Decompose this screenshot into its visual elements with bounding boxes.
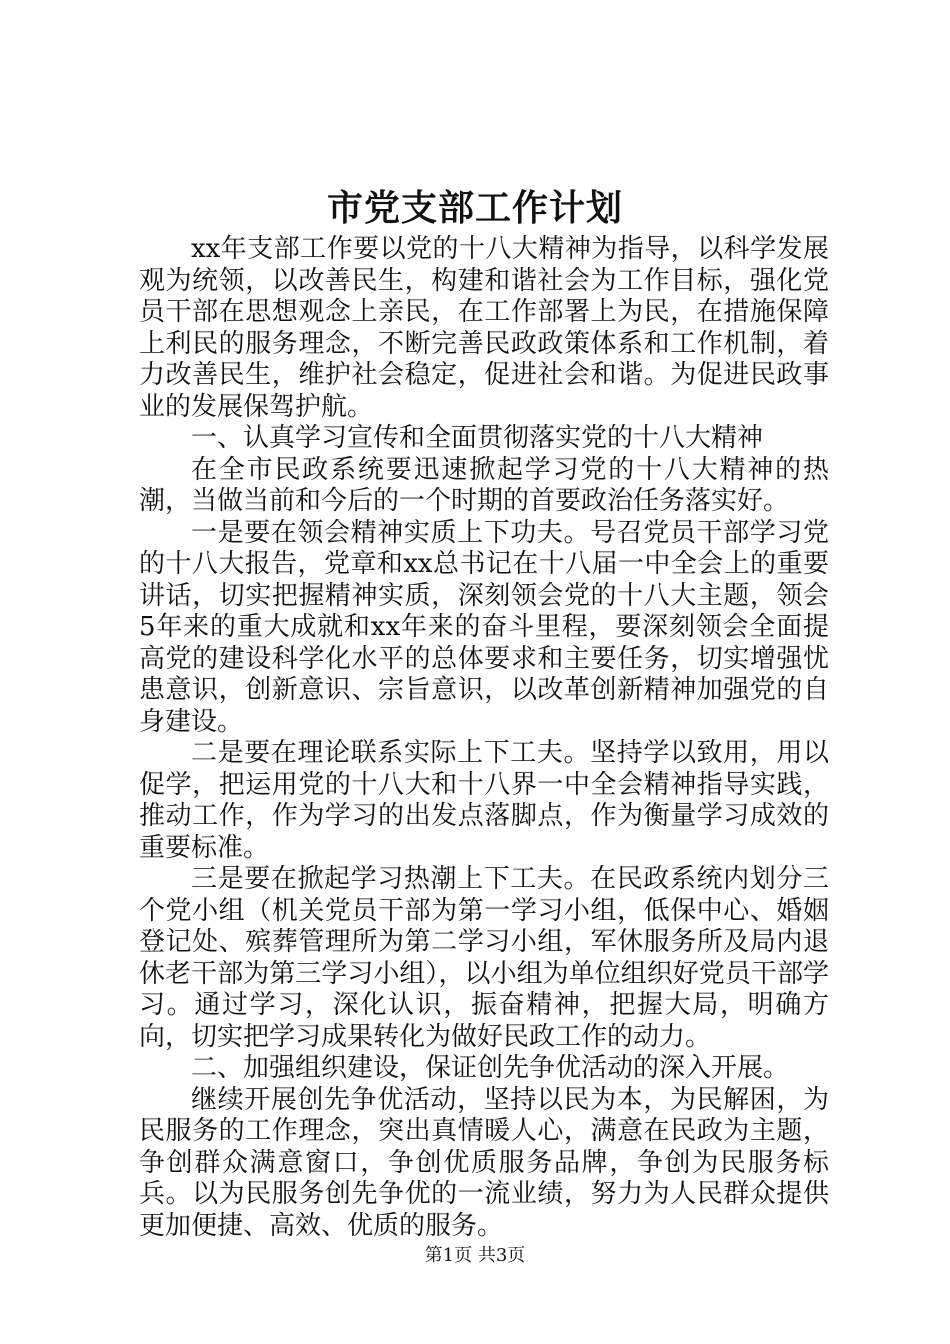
section-heading-1: 一、认真学习宣传和全面贯彻落实党的十八大精神 [191,423,764,453]
paragraph: 在全市民政系统要迅速掀起学习党的十八大精神的热潮，当做当前和今后的一个时期的首要政治任务落实好。 [139,454,829,516]
document-body [139,234,829,1242]
paragraph: 继续开展创先争优活动，坚持以民为本，为民解困，为民服务的工作理念，突出真情暖人心，满意在民政为主题，争创群众满意窗口，争创优质服务品牌，争创为民服务标兵。以为民服务创先争优的一流业绩，努力为人民群众提供更加便捷、高效、优质的服务。 [139,1084,829,1241]
paragraph: 一是要在领会精神实质上下功夫。号召党员干部学习党的十八大报告，党章和xx总书记在十八届一中全会上的重要讲话，切实把握精神实质，深刻领会党的十八大主题，领会5年来的重大成就和xx年来的奋斗里程，要深刻领会全面提高党的建设科学化水平的总体要求和主要任务，切实增强忧患意识，创新意识、宗旨意识，以改革创新精神加强党的自身建设。 [139,517,829,737]
paragraph-intro: xx年支部工作要以党的十八大精神为指导，以科学发展观为统领，以改善民生，构建和谐社会为工作目标，强化党员干部在思想观念上亲民，在工作部署上为民，在措施保障上利民的服务理念，不断完善民政政策体系和工作机制，着力改善民生，维护社会稳定，促进社会和谐。为促进民政事业的发展保驾护航。 [139,234,829,422]
page-number: 第1页 共3页 [424,1245,526,1266]
document-title: 市党支部工作计划 [326,187,623,229]
paragraph: 三是要在掀起学习热潮上下工夫。在民政系统内划分三个党小组（机关党员干部为第一学习小组，低保中心、婚姻登记处、殡葬管理所为第二学习小组，军休服务所及局内退休老干部为第三学习小组），以小组为单位组织好党员干部学习。通过学习，深化认识，振奋精神，把握大局，明确方向，切实把学习成果转化为做好民政工作的动力。 [139,864,829,1052]
section-heading-2: 二、加强组织建设，保证创先争优活动的深入开展。 [191,1053,790,1083]
paragraph: 二是要在理论联系实际上下工夫。坚持学以致用，用以促学，把运用党的十八大和十八界一中全会精神指导实践，推动工作，作为学习的出发点落脚点，作为衡量学习成效的重要标准。 [139,738,829,863]
